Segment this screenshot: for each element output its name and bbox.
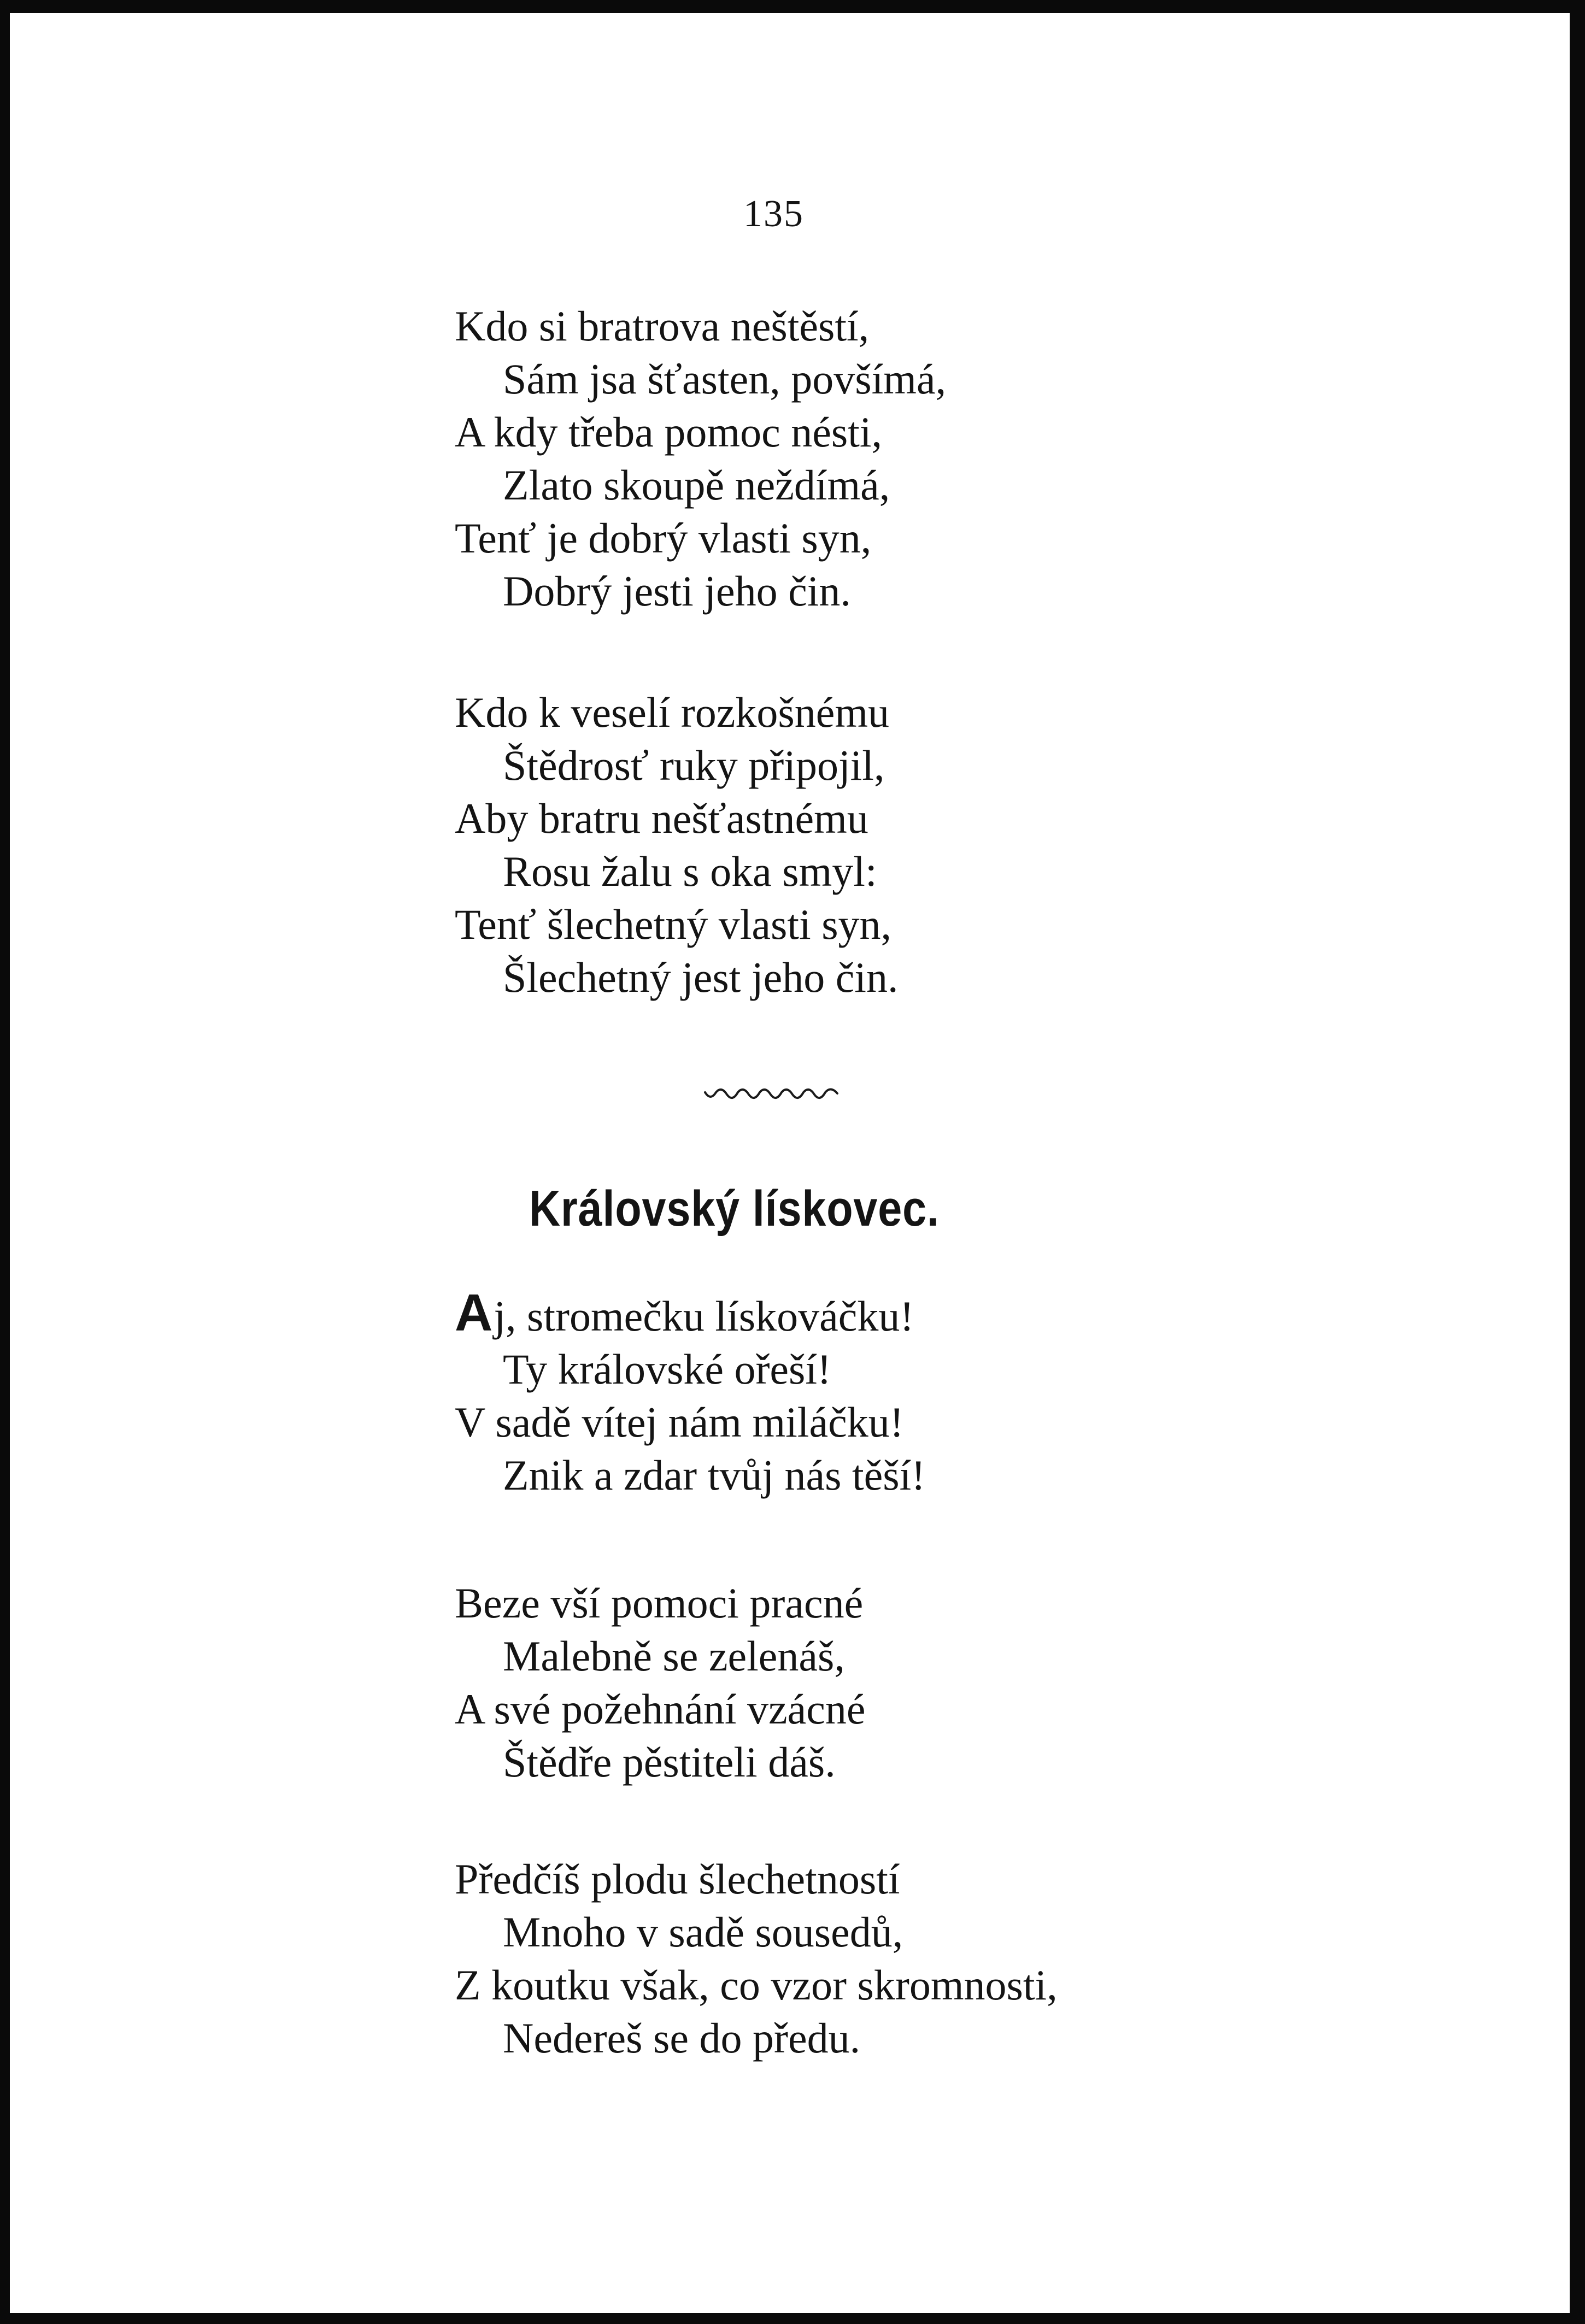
drop-cap: A: [455, 1284, 493, 1342]
verse-line: Nedereš se do předu.: [503, 2014, 861, 2062]
poem1-stanza-1: [455, 299, 946, 617]
verse-line: Mnoho v sadě sousedů,: [503, 1908, 903, 1956]
verse-line: Štědře pěstiteli dáš.: [503, 1738, 836, 1786]
verse-line: Z koutku však, co vzor skromnosti,: [455, 1961, 1058, 2009]
divider-wave-ornament: [703, 1085, 840, 1107]
verse-line: Znik a zdar tvůj nás těší!: [503, 1451, 926, 1499]
page-number: 135: [743, 193, 804, 235]
verse-line: Kdo k veselí rozkošnému: [455, 689, 890, 736]
verse-line: Předčíš plodu šlechetností: [455, 1855, 900, 1903]
verse-line: Štědrosť ruky připojil,: [503, 742, 885, 789]
verse-line-first: [455, 1284, 925, 1343]
verse-line: Rosu žalu s oka smyl:: [503, 848, 877, 895]
verse-line: Kdo si bratrova neštěstí,: [455, 302, 870, 350]
verse-line: Beze vší pomoci pracné: [455, 1579, 864, 1627]
verse-line: Aby bratru nešťastnému: [455, 795, 868, 842]
verse-line: Malebně se zelenáš,: [503, 1632, 845, 1680]
verse-line: Ty královské ořeší!: [503, 1345, 832, 1393]
poem2-stanza-1: [455, 1284, 926, 1502]
poem2-stanza-3: [455, 1852, 1058, 2064]
poem1-stanza-2: [455, 686, 898, 1004]
scan-border-top: [0, 0, 1585, 13]
verse-line: A kdy třeba pomoc nésti,: [455, 408, 883, 456]
verse-line: Zlato skoupě neždímá,: [503, 461, 890, 509]
scan-border-bottom: [0, 2313, 1585, 2324]
verse-line-rest: j, stromečku lískováčku!: [494, 1292, 914, 1340]
verse-line: V sadě vítej nám miláčku!: [455, 1398, 904, 1446]
verse-line: Tenť je dobrý vlasti syn,: [455, 514, 872, 562]
verse-line: Šlechetný jest jeho čin.: [503, 954, 899, 1001]
scan-border-right: [1570, 0, 1585, 2324]
scan-border-left: [0, 0, 10, 2324]
verse-line: A své požehnání vzácné: [455, 1685, 866, 1733]
poem2-stanza-2: [455, 1576, 866, 1788]
verse-line: Sám jsa šťasten, povšímá,: [503, 355, 947, 403]
verse-line: Dobrý jesti jeho čin.: [503, 567, 851, 615]
poem-title: Královský lískovec.: [529, 1181, 940, 1237]
verse-line: Tenť šlechetný vlasti syn,: [455, 901, 892, 948]
